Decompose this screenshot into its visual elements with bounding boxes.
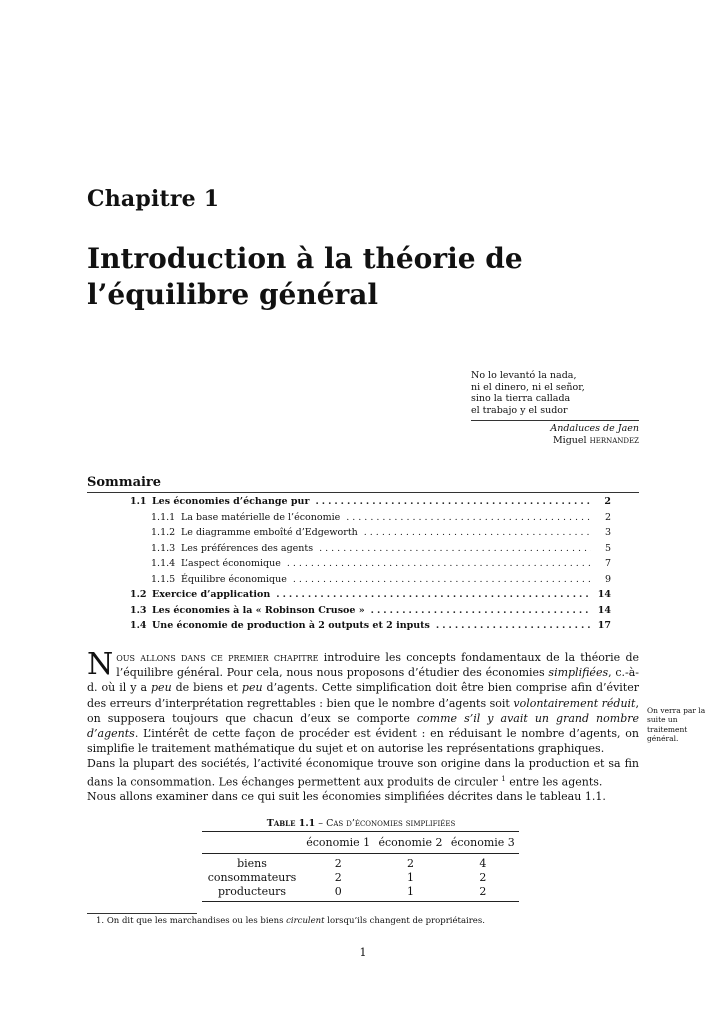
toc-entry[interactable]: [130, 494, 611, 510]
table-caption-label: Table 1.1: [266, 818, 316, 829]
table-caption-text: Cas d’économies simplifiées: [326, 818, 456, 829]
footnote-mark: 1.: [96, 916, 105, 926]
toc-entry-number: 1.1.1: [151, 511, 176, 523]
toc-entry-number: 1.3: [130, 604, 147, 616]
toc-entry-number: 1.1.3: [151, 542, 176, 554]
toc-entry[interactable]: [130, 587, 611, 603]
margin-note: On verra par la suite un traitement général.: [647, 706, 706, 743]
chapter-label: Chapitre 1: [87, 186, 220, 212]
footnote-divider: [87, 913, 197, 914]
body-text: [87, 647, 639, 805]
toc-entry-label: La base matérielle de l’économie: [181, 511, 341, 523]
table-cell: 0: [334, 885, 342, 898]
toc-heading: Sommaire: [87, 475, 162, 490]
lead-in: ous allons dans ce premier chapitre: [116, 651, 319, 664]
table-cell: 1: [407, 885, 414, 898]
epigraph-source: Andaluces de Jaen: [550, 423, 639, 434]
page-number: 1: [359, 946, 367, 959]
paragraph: Nous allons dans ce premier chapitre introduire les concepts fondamentaux de la théorie de l’équilibre général. Pour cela, nous nous proposons d’étudier des économies simplifiées, c.-à-d. où il y a peu de biens et peu d’agents. Cette simplification doit être bien comprise afin d’éviter des erreurs d’interprétation regrettables : bien que le nombre d’agents soit volontairement réduit, on supposera toujours que chacun d’eux se comporte comme s’il y avait un grand nombre d’agents. L’intérêt de cette façon de procéder est évident : en réduisant le nombre d’agents, on simplifie le traitement mathématique du sujet et on autorise les représentations graphiques.: [87, 647, 639, 756]
toc-entry-label: Une économie de production à 2 outputs et 2 inputs: [152, 620, 430, 631]
epigraph: [471, 370, 639, 416]
toc-entry-label: Les économies à la « Robinson Crusoe »: [152, 604, 365, 616]
toc-entry-page: 2: [604, 511, 611, 523]
table-cell: 1: [407, 871, 414, 884]
epigraph-line: ni el dinero, ni el señor,: [471, 381, 585, 393]
table-cell: 2: [334, 871, 342, 884]
toc-entry-label: Les économies d’échange pur: [152, 496, 310, 507]
toc-divider: [87, 492, 639, 493]
epigraph-divider: [471, 420, 639, 421]
epigraph-line: sino la tierra callada: [471, 393, 571, 405]
toc-entry-label: Équilibre économique: [181, 573, 287, 585]
toc-entry-label: Les préférences des agents: [181, 542, 314, 554]
table-cell: 2: [479, 871, 487, 884]
drop-cap: N: [87, 647, 114, 682]
toc-entry[interactable]: [130, 525, 611, 541]
table-cell: 4: [479, 857, 487, 870]
table-of-contents: [130, 494, 611, 634]
toc-entry[interactable]: [130, 618, 611, 634]
toc-entry-page: 5: [604, 542, 611, 554]
toc-entry-number: 1.1.2: [151, 527, 176, 538]
table-header-cell: économie 2: [378, 836, 443, 849]
toc-entry-number: 1.1: [130, 496, 147, 507]
table-header-row: [202, 832, 519, 854]
table-cell: 2: [334, 857, 342, 870]
toc-entry-number: 1.2: [130, 589, 147, 600]
epigraph-line: No lo levantó la nada,: [471, 370, 577, 381]
footnote: 1. On dit que les marchandises ou les biens circulent lorsqu’ils changent de propriétaires.: [96, 916, 485, 926]
toc-entry[interactable]: [130, 603, 611, 619]
table-row: [202, 870, 519, 885]
toc-entry-number: 1.1.5: [151, 573, 176, 585]
toc-entry-number: 1.4: [130, 620, 147, 631]
chapter-title: Introduction à la théorie de l’équilibre général: [87, 242, 523, 311]
table-row-label: consommateurs: [207, 871, 297, 884]
economies-table: [202, 831, 519, 902]
toc-entry-label: L’aspect économique: [181, 558, 281, 569]
toc-entry-page: 3: [604, 527, 611, 538]
epigraph-line: el trabajo y el sudor: [471, 404, 568, 416]
toc-entry-page: 7: [604, 558, 611, 569]
table-cell: 2: [407, 857, 414, 870]
table-caption: Table 1.1 – Cas d’économies simplifiées: [266, 818, 456, 829]
toc-entry-page: 14: [597, 589, 611, 600]
toc-entry-page: 2: [604, 496, 611, 507]
table-row-label: biens: [237, 857, 267, 870]
toc-entry-page: 9: [604, 573, 611, 585]
paragraph: Dans la plupart des sociétés, l’activité économique trouve son origine dans la production et sa fin dans la consommation. Les échanges permettent aux produits de circuler $^1$ entre les agents.: [87, 757, 639, 789]
table-header-cell: économie 3: [450, 836, 515, 849]
table-header-cell: [202, 832, 302, 854]
table-header-cell: économie 1: [306, 836, 371, 849]
toc-entry-label: Le diagramme emboîté d’Edgeworth: [181, 527, 358, 538]
epigraph-author-first: Miguel: [552, 434, 587, 446]
toc-entry-page: 14: [597, 604, 611, 616]
epigraph-attribution: [471, 423, 639, 446]
table-cell: 2: [479, 885, 487, 898]
toc-entry-label: Exercice d’application: [152, 589, 271, 600]
toc-entry[interactable]: [130, 572, 611, 588]
toc-entry[interactable]: [130, 541, 611, 557]
toc-entry-page: 17: [597, 620, 611, 631]
toc-entry[interactable]: [130, 556, 611, 572]
table-row: [202, 885, 519, 902]
footnote-ref[interactable]: 1: [501, 774, 506, 783]
table-row-label: producteurs: [217, 885, 287, 898]
epigraph-author-last: hernandez: [589, 434, 639, 446]
table-row: [202, 854, 519, 871]
toc-entry-number: 1.1.4: [151, 558, 176, 569]
paragraph: Nous allons examiner dans ce qui suit les économies simplifiées décrites dans le tableau 1.1.: [87, 790, 606, 804]
toc-entry[interactable]: [130, 510, 611, 526]
